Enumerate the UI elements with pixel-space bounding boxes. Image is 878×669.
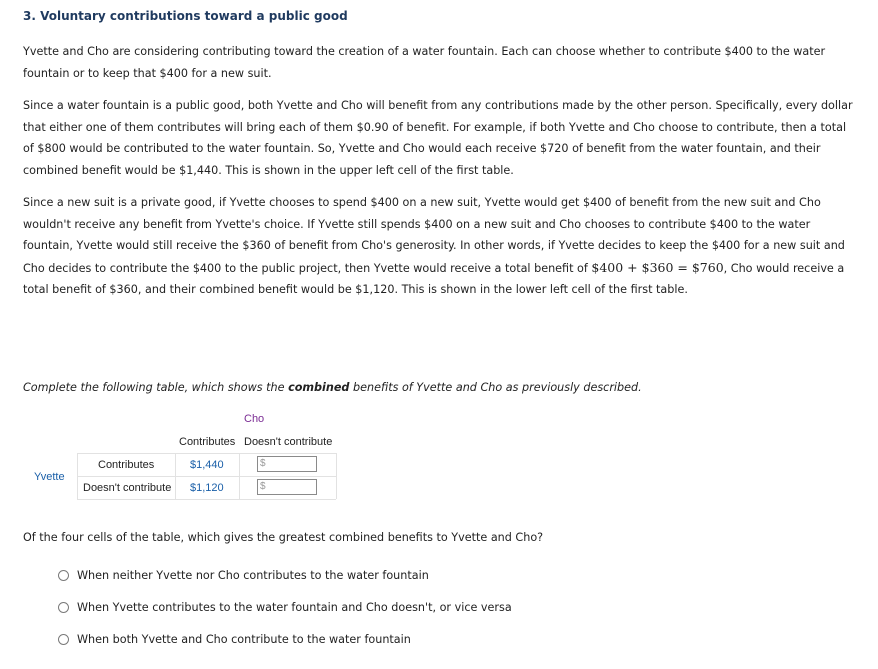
option-label: When both Yvette and Cho contribute to the water fountain bbox=[77, 633, 411, 646]
table-grid-line bbox=[239, 453, 240, 499]
cell-yvette-keeps-cho-contributes: $1,120 bbox=[190, 482, 224, 494]
currency-prefix: $ bbox=[260, 481, 266, 492]
option-one-contributes[interactable] bbox=[58, 601, 512, 614]
input-yvette-contributes-cho-doesnt[interactable] bbox=[257, 456, 317, 472]
private-good-text-a: Since a new suit is a private good, if Yvette chooses to spend $400 on a new suit, Yvette would get $400 of benefit from the new suit and Cho wouldn't receive any benefit from Yvette's choice. If Yvette still spends $400 on a new suit and Cho chooses to contribute $400 to the water fountain, Yvette would still receive the $360 of benefit from Cho's generosity. In other words, if Yvette decides to keep the $400 for a new suit and Cho decides to contribute the $400 to the public project, then Yvette would receive a total benefit of bbox=[23, 196, 845, 275]
cell-both-contribute: $1,440 bbox=[190, 459, 224, 471]
instruction-text-b: benefits of Yvette and Cho as previously described. bbox=[349, 381, 642, 394]
radio-button[interactable] bbox=[58, 634, 69, 645]
question-title: 3. Voluntary contributions toward a public good bbox=[23, 9, 348, 23]
table-instruction bbox=[23, 381, 642, 394]
table-grid-line bbox=[77, 499, 336, 500]
radio-button[interactable] bbox=[58, 602, 69, 613]
intro-paragraph: Yvette and Cho are considering contributing toward the creation of a water fountain. Each can choose whether to contribute $400 to the water fountain or to keep that $400 for a new suit. bbox=[23, 45, 826, 80]
table-grid-line bbox=[77, 453, 78, 499]
input-neither-contributes[interactable] bbox=[257, 479, 317, 495]
option-both-contribute[interactable] bbox=[58, 633, 411, 646]
benefit-equation: $400 + $360 = $760 bbox=[591, 259, 724, 275]
private-good-text-b: , Cho would receive a total benefit of $360, and their combined benefit would be $1,120. This is shown in the lower left cell of the first table. bbox=[23, 261, 845, 297]
col-header-contributes: Contributes bbox=[179, 436, 236, 448]
option-label: When Yvette contributes to the water fountain and Cho doesn't, or vice versa bbox=[77, 601, 512, 614]
private-good-paragraph bbox=[23, 192, 855, 301]
table-grid-line bbox=[336, 453, 337, 499]
option-neither-contributes[interactable] bbox=[58, 569, 429, 582]
row-player-label: Yvette bbox=[34, 471, 65, 483]
public-good-paragraph: Since a water fountain is a public good, both Yvette and Cho will benefit from any contributions made by the other person. Specifically, every dollar that either one of them contributes will bring each of them $0.90 of benefit. For example, if both Yvette and Cho choose to contribute, then a total of $800 would be contributed to the water fountain. So, Yvette and Cho would each receive $720 of benefit from the water fountain, and their combined benefit would be $1,440. This is shown in the upper left cell of the first table. bbox=[23, 99, 853, 177]
row-header-contributes: Contributes bbox=[98, 459, 155, 471]
row-header-doesnt-contribute: Doesn't contribute bbox=[83, 482, 172, 494]
currency-prefix: $ bbox=[260, 458, 266, 469]
col-header-doesnt-contribute: Doesn't contribute bbox=[244, 436, 333, 448]
radio-button[interactable] bbox=[58, 570, 69, 581]
option-label: When neither Yvette nor Cho contributes to the water fountain bbox=[77, 569, 429, 582]
instruction-bold: combined bbox=[288, 381, 350, 394]
table-grid-line bbox=[175, 453, 176, 499]
instruction-text-a: Complete the following table, which shows the bbox=[23, 381, 289, 394]
multiple-choice-question: Of the four cells of the table, which gives the greatest combined benefits to Yvette and Cho? bbox=[23, 531, 544, 544]
table-grid-line bbox=[77, 453, 336, 454]
col-player-label: Cho bbox=[244, 413, 265, 425]
table-grid-line bbox=[77, 476, 336, 477]
